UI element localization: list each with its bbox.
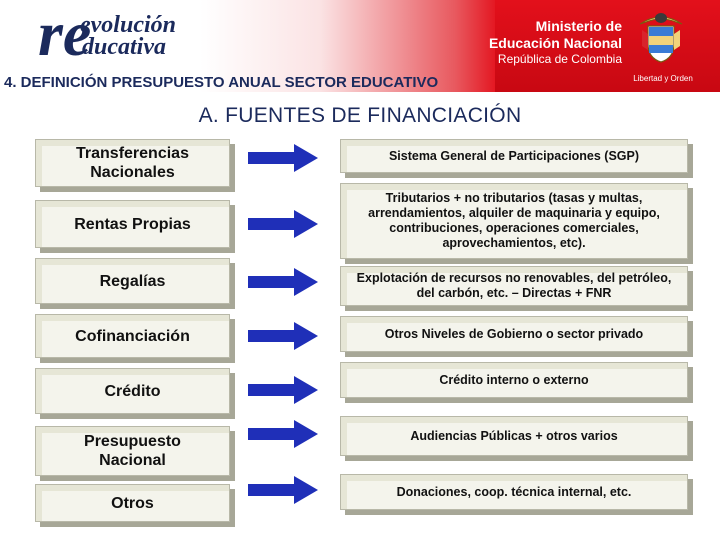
source-name: Regalías [99, 272, 166, 290]
source-name: Presupuesto Nacional [84, 433, 181, 469]
ministry-line-2: Educación Nacional [488, 35, 622, 51]
ministry-line-3: República de Colombia [497, 52, 622, 66]
ministry-name [489, 18, 622, 67]
source-name-box [35, 484, 230, 522]
source-description-box [340, 362, 688, 398]
logo-text [80, 14, 176, 58]
logo-line-1: evolución [80, 12, 176, 38]
arrow-right-icon [248, 210, 318, 238]
arrow-right-icon [248, 476, 318, 504]
source-description: Otros Niveles de Gobierno o sector privado [384, 326, 644, 341]
ministry-line-1: Ministerio de [535, 18, 622, 34]
arrow-right-icon [248, 420, 318, 448]
logo-re: re [38, 0, 92, 69]
arrow-right-icon [248, 376, 318, 404]
source-description: Donaciones, coop. técnica internal, etc. [396, 484, 632, 499]
source-name: Rentas Propias [74, 215, 191, 233]
source-description: Sistema General de Participaciones (SGP) [388, 148, 640, 163]
source-description-box [340, 183, 688, 259]
source-name: Transferencias Nacionales [76, 145, 189, 181]
source-name: Otros [111, 494, 154, 512]
source-description-box [340, 139, 688, 173]
source-description-box [340, 416, 688, 456]
arrow-right-icon [248, 144, 318, 172]
source-name-box [35, 314, 230, 358]
header [0, 0, 720, 92]
section-title: 4. DEFINICIÓN PRESUPUESTO ANUAL SECTOR EDUCATIVO [4, 74, 439, 91]
source-name-box [35, 258, 230, 304]
source-description-box [340, 474, 688, 510]
source-description: Tributarios + no tributarios (tasas y multas, arrendamientos, alquiler de maquinaria y equipo, contribuciones, operaciones comerciales, aprovechamientos, etc). [368, 191, 660, 250]
arrow-right-icon [248, 322, 318, 350]
source-name-box [35, 368, 230, 414]
logo-line-2: ducativa [82, 34, 166, 60]
arrow-right-icon [248, 268, 318, 296]
source-name-box [35, 139, 230, 187]
source-description: Audiencias Públicas + otros varios [410, 428, 618, 443]
motto: Libertad y Orden [633, 74, 693, 83]
source-description: Explotación de recursos no renovables, del petróleo, del carbón, etc. – Directas + FNR [356, 271, 672, 300]
page-subtitle: A. FUENTES DE FINANCIACIÓN [198, 104, 522, 127]
source-description-box [340, 266, 688, 306]
source-name-box [35, 426, 230, 476]
source-name: Cofinanciación [75, 327, 190, 345]
source-name-box [35, 200, 230, 248]
source-description-box [340, 316, 688, 352]
coat-of-arms-icon [636, 10, 686, 66]
source-name: Crédito [104, 382, 161, 400]
source-description: Crédito interno o externo [439, 372, 589, 387]
